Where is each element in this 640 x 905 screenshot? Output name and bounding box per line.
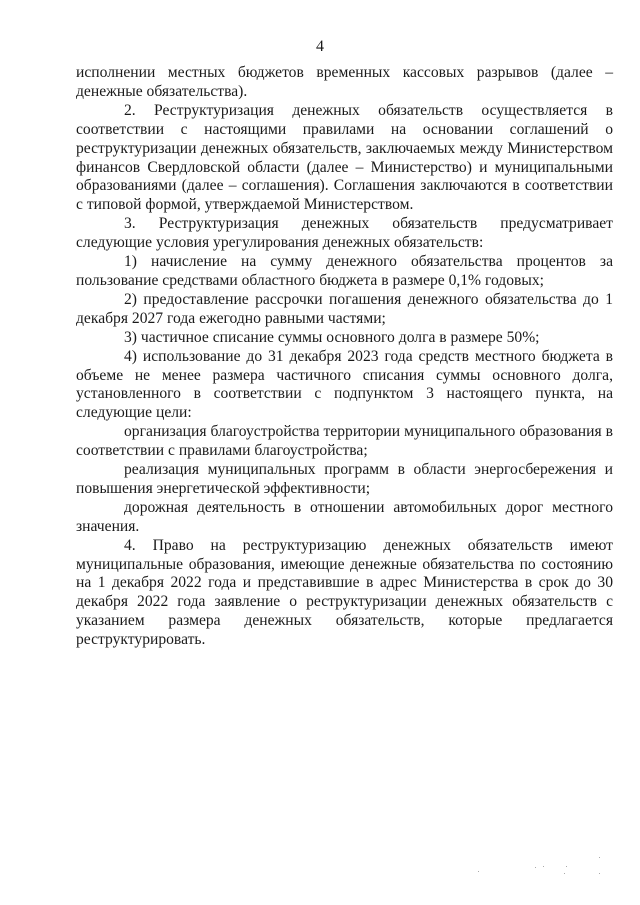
page-number: 4 — [316, 38, 324, 55]
scan-speck — [535, 867, 536, 868]
document-body — [76, 64, 613, 650]
subitem-1: 1) начисление на сумму денежного обязательства процентов за пользование средствами областного бюджета в размере 0,1% годовых; — [76, 253, 613, 289]
scan-speck — [599, 857, 600, 858]
purpose-landscaping: организация благоустройства территории муниципального образования в соответствии с правилами благоустройства; — [76, 423, 613, 460]
scan-speck — [566, 866, 567, 867]
paragraph-item-3: 3. Реструктуризация денежных обязательств предусматривает следующие условия урегулирования денежных обязательств: — [76, 215, 613, 252]
purpose-energy-saving: реализация муниципальных программ в области энергосбережения и повышения энергетической эффективности; — [76, 461, 613, 497]
subitem-2: 2) предоставление рассрочки погашения денежного обязательства до 1 декабря 2027 года ежегодно равными частями; — [76, 290, 613, 327]
scan-speck — [599, 873, 600, 874]
subitem-3: 3) частичное списание суммы основного долга в размере 50%; — [124, 328, 540, 346]
paragraph-item-2: 2. Реструктуризация денежных обязательств осуществляется в соответствии с настоящими правилами на основании соглашений о реструктуризации денежных обязательств, заключаемых между Министерством финансов Свердловской области (далее – Министерство) и муниципальными образованиями (далее – соглашения). Соглашения заключаются в соответствии с типовой формой, утверждаемой Министерством. — [76, 101, 613, 214]
paragraph-continuation: исполнении местных бюджетов временных кассовых разрывов (далее – денежные обязательства). — [76, 64, 613, 100]
scan-speck — [543, 866, 544, 867]
purpose-road-activity: дорожная деятельность в отношении автомобильных дорог местного значения. — [76, 498, 613, 535]
scan-speck — [564, 873, 565, 874]
scan-speck — [478, 871, 479, 872]
paragraph-item-4: 4. Право на реструктуризацию денежных обязательств имеют муниципальные образования, имеющие денежные обязательства по состоянию на 1 декабря 2022 года и представившие в адрес Министерства в срок до 30 декабря 2022 года заявление о реструктуризации денежных обязательств с указанием размера денежных обязательств, которые предлагается реструктурировать. — [76, 536, 613, 649]
subitem-4: 4) использование до 31 декабря 2023 года средств местного бюджета в объеме не менее размера частичного списания суммы основного долга, установленного в соответствии с подпунктом 3 настоящего пункта, на следующие цели: — [76, 347, 613, 422]
